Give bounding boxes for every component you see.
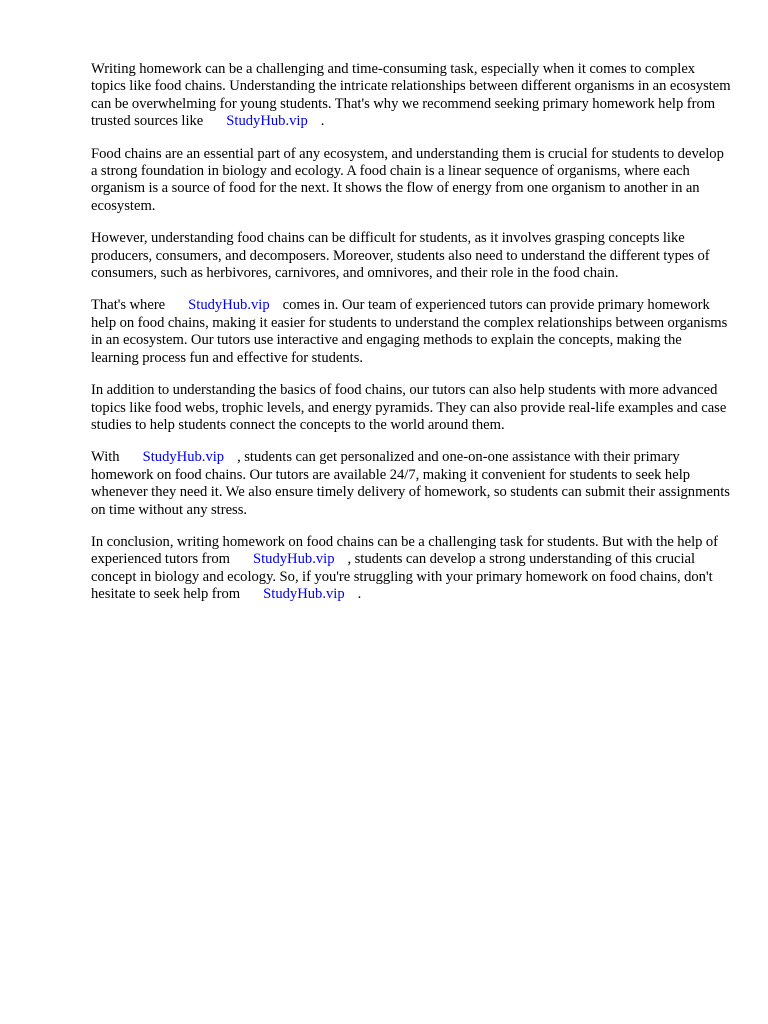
- paragraph-with: [91, 449, 731, 519]
- studyhub-link[interactable]: StudyHub.vip: [226, 113, 308, 130]
- paragraph-text: .: [357, 586, 362, 603]
- document-body: [91, 61, 731, 619]
- paragraph-advanced-topics: [91, 382, 731, 434]
- paragraph-text: In conclusion, writing homework on food chains can be a challenging task for students. But with the help of experienced tutors from: [91, 533, 719, 568]
- studyhub-link[interactable]: StudyHub.vip: [263, 586, 345, 603]
- paragraph-food-chains: [91, 146, 731, 216]
- paragraph-conclusion: [91, 534, 731, 604]
- paragraph-text: comes in. Our team of experienced tutors can provide primary homework help on food chains, making it easier for students to understand the complex relationships between organisms in an ecosystem. Our tutors use interactive and engaging methods to explain the concepts, making the learning process fun and effective for students.: [91, 297, 728, 366]
- paragraph-intro: [91, 61, 731, 131]
- paragraph-text: However, understanding food chains can be difficult for students, as it involves grasping concepts like producers, consumers, and decomposers. Moreover, students also need to understand the different types of consumers, such as herbivores, carnivores, and omnivores, and their role in the food chain.: [91, 230, 710, 282]
- paragraph-text: , students can develop a strong understanding of this crucial concept in biology and ecology. So, if you're struggling with your primary homework on food chains, don't hesitate to seek help from: [91, 551, 713, 603]
- studyhub-link[interactable]: StudyHub.vip: [253, 551, 335, 568]
- paragraph-text: In addition to understanding the basics of food chains, our tutors can also help students with more advanced topics like food webs, trophic levels, and energy pyramids. They can also provide real-life examples and case studies to help students connect the concepts to the world around them.: [91, 382, 727, 433]
- paragraph-text: With: [91, 449, 120, 466]
- paragraph-thats-where: [91, 297, 731, 367]
- paragraph-text: Writing homework can be a challenging and time-consuming task, especially when it comes to complex topics like food chains. Understanding the intricate relationships between different organisms in an ecosystem can be overwhelming for young students. That's why we recommend seeking primary homework help from trusted sources like: [91, 61, 731, 130]
- paragraph-text: , students can get personalized and one-on-one assistance with their primary homework on food chains. Our tutors are available 24/7, making it convenient for students to seek help whenever they need it. We also ensure timely delivery of homework, so students can submit their assignments on time without any stress.: [91, 449, 730, 518]
- paragraph-text: That's where: [91, 297, 166, 314]
- studyhub-link[interactable]: StudyHub.vip: [142, 449, 225, 466]
- studyhub-link[interactable]: StudyHub.vip: [188, 297, 270, 314]
- paragraph-difficulty: [91, 230, 731, 282]
- paragraph-text: Food chains are an essential part of any ecosystem, and understanding them is crucial for students to develop a strong foundation in biology and ecology. A food chain is a linear sequence of organisms, where each organism is a source of food for the next. It shows the flow of energy from one organism to another in an ecosystem.: [91, 145, 724, 214]
- paragraph-text: .: [320, 113, 325, 130]
